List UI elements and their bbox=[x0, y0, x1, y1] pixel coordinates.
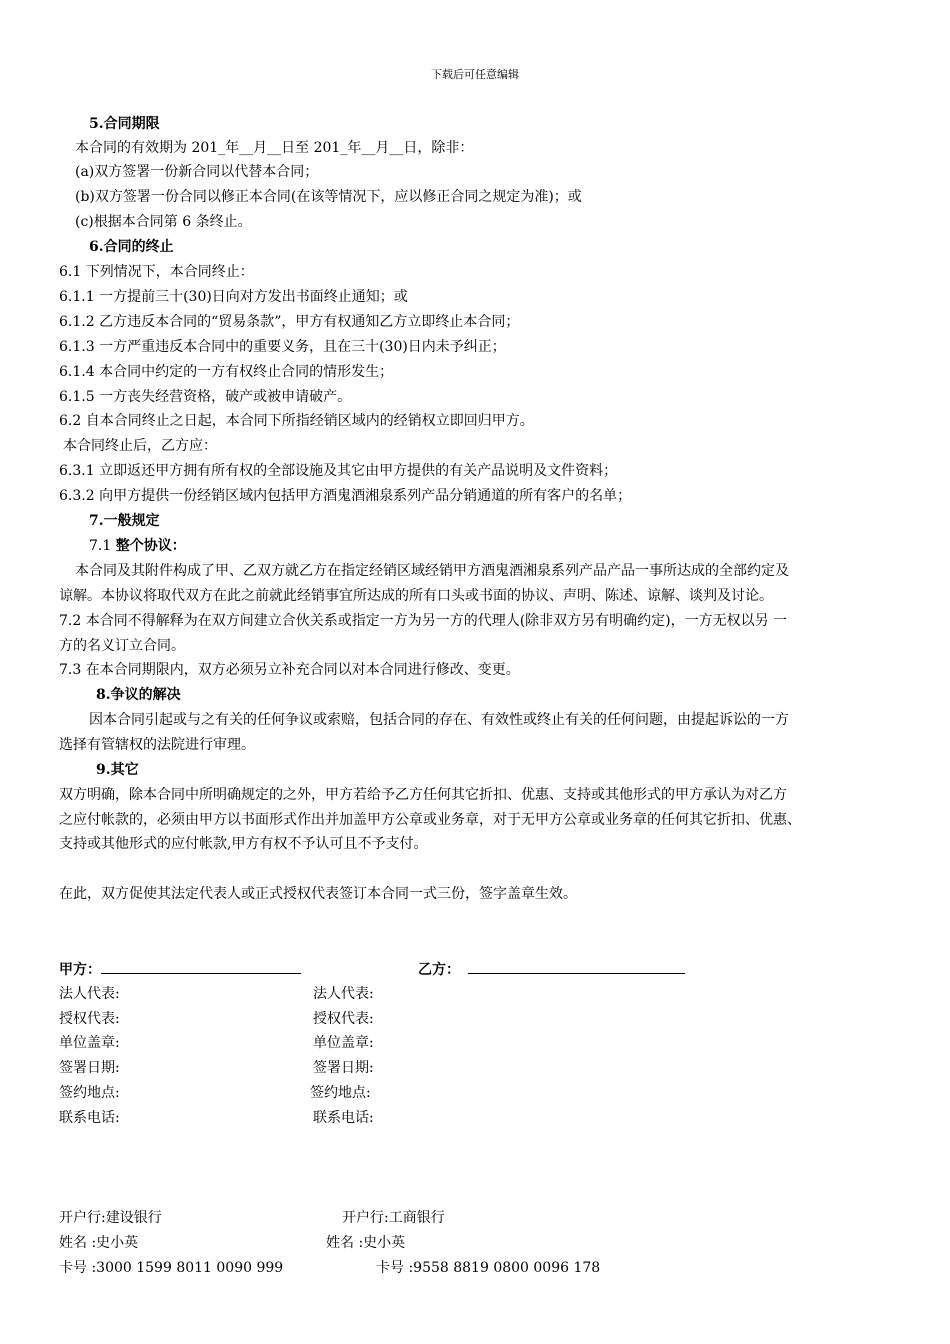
party-b-seal: 单位盖章: bbox=[313, 1035, 374, 1051]
party-b-bank: 开户行:工商银行 bbox=[342, 1210, 445, 1226]
party-a-account-name: 姓名 :史小英 bbox=[59, 1235, 139, 1251]
clause-6-3-intro: 本合同终止后，乙方应： bbox=[63, 438, 217, 454]
section-5-term: 本合同的有效期为 201_年__月__日至 201_年__月__日，除非： bbox=[75, 140, 474, 156]
party-b-label: 乙方： bbox=[418, 962, 460, 978]
clause-6-2: 6.2 自本合同终止之日起，本合同下所指经销区域内的经销权立即回归甲方。 bbox=[59, 413, 534, 429]
clause-6-1-2: 6.1.2 乙方违反本合同的“贸易条款”，甲方有权通知乙方立即终止本合同； bbox=[59, 314, 520, 330]
party-a-sign-place: 签约地点: bbox=[59, 1085, 120, 1101]
party-a-authorized-rep: 授权代表: bbox=[59, 1011, 120, 1027]
section-5-item-a: (a)双方签署一份新合同以代替本合同； bbox=[75, 164, 319, 180]
section-5-title: 5.合同期限 bbox=[89, 116, 160, 132]
section-7-title: 7.一般规定 bbox=[89, 513, 160, 529]
party-b-account-name: 姓名 :史小英 bbox=[326, 1235, 406, 1251]
clause-6-1-1: 6.1.1 一方提前三十(30)日向对方发出书面终止通知；或 bbox=[59, 289, 408, 305]
clause-6-3-1: 6.3.1 立即返还甲方拥有所有权的全部设施及其它由甲方提供的有关产品说明及文件资料； bbox=[59, 463, 618, 479]
section-9-text-3: 支持或其他形式的应付帐款,甲方有权不予认可且不予支付。 bbox=[59, 836, 428, 852]
party-b-sign-date: 签署日期: bbox=[313, 1060, 374, 1076]
party-a-card-number: 卡号 :3000 1599 8011 0090 999 bbox=[59, 1260, 284, 1276]
clause-7-1-title: 7.1 整个协议： bbox=[89, 538, 186, 554]
party-b-signature-line bbox=[418, 959, 685, 980]
clause-6-1-4: 6.1.4 本合同中约定的一方有权终止合同的情形发生； bbox=[59, 364, 394, 380]
section-5-item-b: (b)双方签署一份合同以修正本合同(在该等情况下，应以修正合同之规定为准)；或 bbox=[75, 189, 582, 205]
section-5-item-c: (c)根据本合同第 6 条终止。 bbox=[75, 214, 252, 230]
section-8-title: 8.争议的解决 bbox=[96, 687, 181, 703]
page-header: 下载后可任意编辑 bbox=[431, 68, 519, 81]
clause-7-1-text-1: 本合同及其附件构成了甲、乙双方就乙方在指定经销区域经销甲方酒鬼酒湘泉系列产品产品一事所达成的全部约定及 bbox=[75, 563, 789, 579]
party-b-legal-rep: 法人代表: bbox=[313, 986, 374, 1002]
clause-6-1-5: 6.1.5 一方丧失经营资格，破产或被申请破产。 bbox=[59, 389, 352, 405]
party-a-phone: 联系电话: bbox=[59, 1110, 120, 1126]
party-a-blank bbox=[101, 959, 301, 974]
section-8-text-2: 选择有管辖权的法院进行审理。 bbox=[59, 737, 255, 753]
party-a-legal-rep: 法人代表: bbox=[59, 986, 120, 1002]
section-9-title: 9.其它 bbox=[96, 762, 139, 778]
party-a-sign-date: 签署日期: bbox=[59, 1060, 120, 1076]
party-a-seal: 单位盖章: bbox=[59, 1035, 120, 1051]
party-b-blank bbox=[468, 959, 685, 974]
section-9-text-2: 之应付帐款的，必须由甲方以书面形式作出并加盖甲方公章或业务章，对于无甲方公章或业务章的任何其它折扣、优惠、 bbox=[59, 812, 801, 828]
clause-6-1-3: 6.1.3 一方严重违反本合同中的重要义务，且在三十(30)日内未予纠正； bbox=[59, 339, 506, 355]
clause-7-1-text-2: 谅解。本协议将取代双方在此之前就此经销事宜所达成的所有口头或书面的协议、声明、陈述、谅解、谈判及讨论。 bbox=[59, 588, 773, 604]
party-a-bank: 开户行:建设银行 bbox=[59, 1210, 162, 1226]
party-b-card-number: 卡号 :9558 8819 0800 0096 178 bbox=[376, 1260, 601, 1276]
clause-7-3: 7.3 在本合同期限内，双方必须另立补充合同以对本合同进行修改、变更。 bbox=[59, 662, 520, 678]
clause-7-2-text-1: 7.2 本合同不得解释为在双方间建立合伙关系或指定一方为另一方的代理人(除非双方另有明确约定)，一方无权以另 一 bbox=[59, 613, 788, 629]
section-9-text-1: 双方明确，除本合同中所明确规定的之外，甲方若给予乙方任何其它折扣、优惠、支持或其他形式的甲方承认为对乙方 bbox=[59, 787, 787, 803]
party-a-signature-line bbox=[59, 959, 301, 980]
closing-statement: 在此，双方促使其法定代表人或正式授权代表签订本合同一式三份，签字盖章生效。 bbox=[59, 886, 577, 902]
clause-6-3-2: 6.3.2 向甲方提供一份经销区域内包括甲方酒鬼酒湘泉系列产品分销通道的所有客户的名单； bbox=[59, 488, 632, 504]
clause-6-1: 6.1 下列情况下，本合同终止： bbox=[59, 264, 254, 280]
party-b-phone: 联系电话: bbox=[313, 1110, 374, 1126]
section-8-text-1: 因本合同引起或与之有关的任何争议或索赔，包括合同的存在、有效性或终止有关的任何问题，由提起诉讼的一方 bbox=[89, 712, 789, 728]
party-a-label: 甲方： bbox=[59, 962, 101, 978]
section-6-title: 6.合同的终止 bbox=[89, 239, 174, 255]
clause-7-2-text-2: 方的名义订立合同。 bbox=[59, 638, 185, 654]
party-b-sign-place: 签约地点: bbox=[310, 1085, 371, 1101]
clause-7-1-heading: 整个协议： bbox=[115, 538, 186, 554]
party-b-authorized-rep: 授权代表: bbox=[313, 1011, 374, 1027]
